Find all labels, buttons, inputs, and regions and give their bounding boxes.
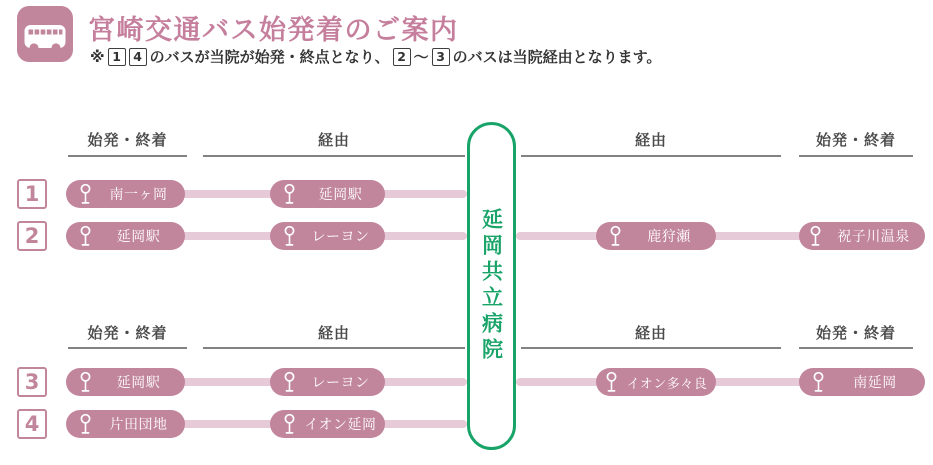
stop-pill <box>270 222 385 250</box>
page-title: 宮崎交通バス始発着のご案内 <box>88 15 459 46</box>
note-route-number-3: 3 <box>432 48 450 66</box>
stop-pill <box>270 410 385 438</box>
col-header-top-via-right: 経由 <box>634 131 667 149</box>
stop-pill <box>270 368 385 396</box>
note-route-number-4: 4 <box>129 48 147 66</box>
bus-stop-icon <box>809 225 822 247</box>
hospital-node <box>467 122 516 450</box>
bus-stop-icon <box>283 183 296 205</box>
hospital-label: 延岡共立病院 <box>479 208 504 364</box>
bus-stop-icon <box>79 413 92 435</box>
bus-stop-icon <box>605 371 618 393</box>
col-header-bottom-start-left: 始発・終着 <box>87 324 168 342</box>
bus-stop-icon <box>79 225 92 247</box>
note-prefix: ※ <box>90 47 105 66</box>
stop-label: イオン多々良 <box>626 376 708 392</box>
stop-label: レーヨン <box>311 229 370 245</box>
col-header-rule <box>521 347 781 349</box>
stop-pill <box>66 410 185 438</box>
stop-pill <box>799 222 925 250</box>
route-number-4: 4 <box>17 409 47 439</box>
bus-stop-icon <box>79 183 92 205</box>
col-header-rule <box>68 347 187 349</box>
bus-icon <box>17 6 73 62</box>
stop-label: 祝子川温泉 <box>837 229 910 245</box>
col-header-top-end-right: 始発・終着 <box>815 131 896 149</box>
bus-stop-icon <box>283 371 296 393</box>
route-number-1: 1 <box>17 179 47 209</box>
stop-pill <box>66 180 185 208</box>
col-header-bottom-via-left: 経由 <box>317 324 350 342</box>
bus-stop-icon <box>609 225 622 247</box>
col-header-bottom-via-right: 経由 <box>634 324 667 342</box>
bus-stop-icon <box>79 371 92 393</box>
stop-label: イオン延岡 <box>304 417 377 433</box>
note-route-number-1: 1 <box>108 48 126 66</box>
stop-label: 南延岡 <box>853 375 897 391</box>
stop-label: 片田団地 <box>109 417 168 433</box>
stop-label: 延岡駅 <box>318 187 363 203</box>
route-number-3: 3 <box>17 367 47 397</box>
col-header-bottom-end-right: 始発・終着 <box>815 324 896 342</box>
col-header-rule <box>799 347 913 349</box>
note-route-number-2: 2 <box>393 48 411 66</box>
note-tilde: ～ <box>413 48 429 66</box>
col-header-rule <box>203 347 465 349</box>
stop-label: 延岡駅 <box>116 229 161 245</box>
stop-label: 延岡駅 <box>116 375 161 391</box>
col-header-rule <box>68 155 187 157</box>
col-header-rule <box>203 155 465 157</box>
stop-pill <box>66 368 185 396</box>
stop-pill <box>799 368 925 396</box>
route-number-2: 2 <box>17 221 47 251</box>
stop-label: レーヨン <box>311 375 370 391</box>
col-header-top-start-left: 始発・終着 <box>87 131 168 149</box>
col-header-top-via-left: 経由 <box>317 131 350 149</box>
col-header-rule <box>521 155 781 157</box>
stop-pill <box>596 368 716 396</box>
bus-stop-icon <box>812 371 825 393</box>
note-text-end: のバスは当院経由となります。 <box>452 48 662 66</box>
stop-label: 南一ヶ岡 <box>109 187 168 203</box>
note-text-mid: のバスが当院が始発・終点となり、 <box>149 48 390 66</box>
stop-pill <box>66 222 185 250</box>
header-note <box>90 46 661 67</box>
stop-pill <box>596 222 716 250</box>
bus-stop-icon <box>283 225 296 247</box>
stop-pill <box>270 180 385 208</box>
bus-stop-icon <box>283 413 296 435</box>
stop-label: 鹿狩瀬 <box>647 229 691 245</box>
col-header-rule <box>799 155 913 157</box>
